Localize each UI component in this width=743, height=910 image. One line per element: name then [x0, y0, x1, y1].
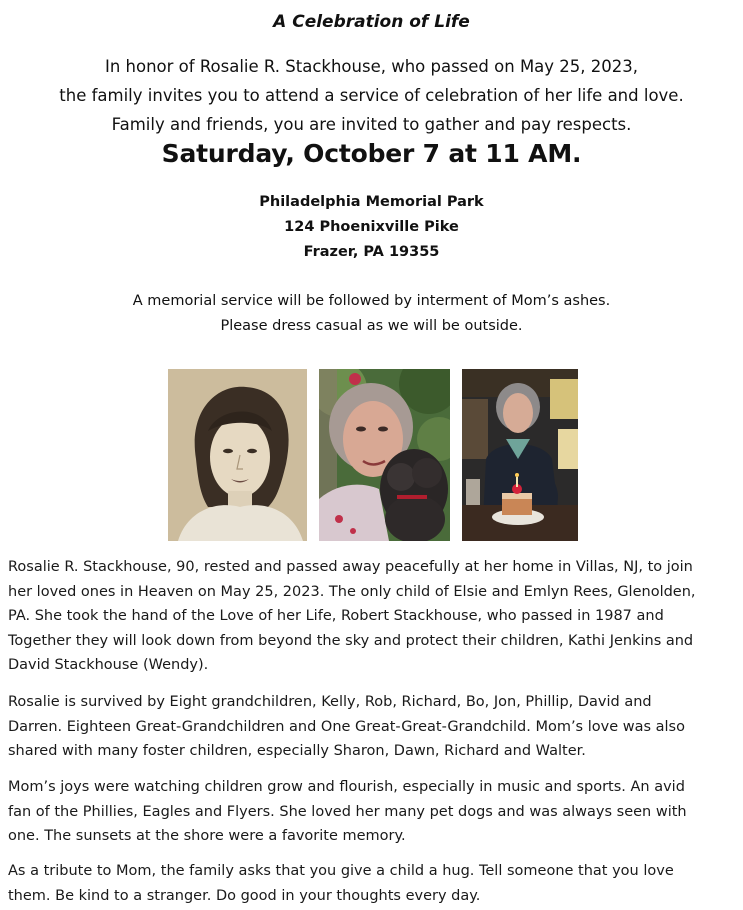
paragraph-line: her loved ones in Heaven on May 25, 2023. The only child of Elsie and Emlyn Rees, Glenolden,: [8, 583, 696, 600]
intro-line-2: the family invites you to attend a service of celebration of her life and love.: [59, 86, 684, 105]
paragraph-line: Together they will look down from beyond the sky and protect their children, Kathi Jenkins and: [8, 632, 694, 649]
portrait-with-dog-photo: [319, 369, 450, 541]
paragraph-line: fan of the Phillies, Eagles and Flyers. She loved her many pet dogs and was always seen with: [8, 803, 687, 820]
notes-line-2: Please dress casual as we will be outside.: [220, 318, 523, 334]
photo-row: [0, 369, 743, 541]
venue-address: [0, 190, 743, 265]
intro-line-1: In honor of Rosalie R. Stackhouse, who passed on May 25, 2023,: [104, 57, 639, 76]
portrait-young-photo: [168, 369, 307, 541]
notes-line-1: A memorial service will be followed by interment of Mom’s ashes.: [132, 293, 611, 309]
paragraph-line: Darren. Eighteen Great-Grandchildren and One Great-Great-Grandchild. Mom’s love was also: [8, 718, 685, 735]
paragraph-line: them. Be kind to a stranger. Do good in your thoughts every day.: [8, 887, 481, 904]
paragraph-line: one. The sunsets at the shore were a favorite memory.: [8, 828, 406, 844]
paragraph-line: PA. She took the hand of the Love of her Life, Robert Stackhouse, who passed in 1987 and: [8, 608, 664, 624]
flyer-title: A Celebration of Life: [273, 12, 470, 32]
obituary-paragraph-2: [8, 690, 738, 764]
intro-text: [0, 52, 743, 139]
obituary-paragraph-4: [8, 859, 738, 908]
paragraph-line: As a tribute to Mom, the family asks that you give a child a hug. Tell someone that you love: [8, 863, 674, 879]
paragraph-line: Mom’s joys were watching children grow and flourish, especially in music and sports. An avid: [8, 779, 685, 795]
intro-line-3: Family and friends, you are invited to gather and pay respects.: [111, 115, 632, 134]
paragraph-line: Rosalie R. Stackhouse, 90, rested and passed away peacefully at her home in Villas, NJ, to join: [8, 559, 693, 575]
venue-city: Frazer, PA 19355: [303, 244, 440, 260]
service-notes: [0, 289, 743, 339]
paragraph-line: Rosalie is survived by Eight grandchildren, Kelly, Rob, Richard, Bo, Jon, Phillip, David and: [8, 694, 652, 710]
paragraph-line: David Stackhouse (Wendy).: [8, 657, 209, 673]
portrait-birthday-cake-photo: [462, 369, 578, 541]
venue-street: 124 Phoenixville Pike: [284, 219, 459, 235]
obituary-paragraph-1: [8, 555, 738, 678]
paragraph-line: shared with many foster children, especially Sharon, Dawn, Richard and Walter.: [8, 743, 586, 759]
obituary-paragraph-3: [8, 775, 738, 849]
venue-name: Philadelphia Memorial Park: [259, 194, 484, 210]
event-date: Saturday, October 7 at 11 AM.: [161, 139, 582, 168]
